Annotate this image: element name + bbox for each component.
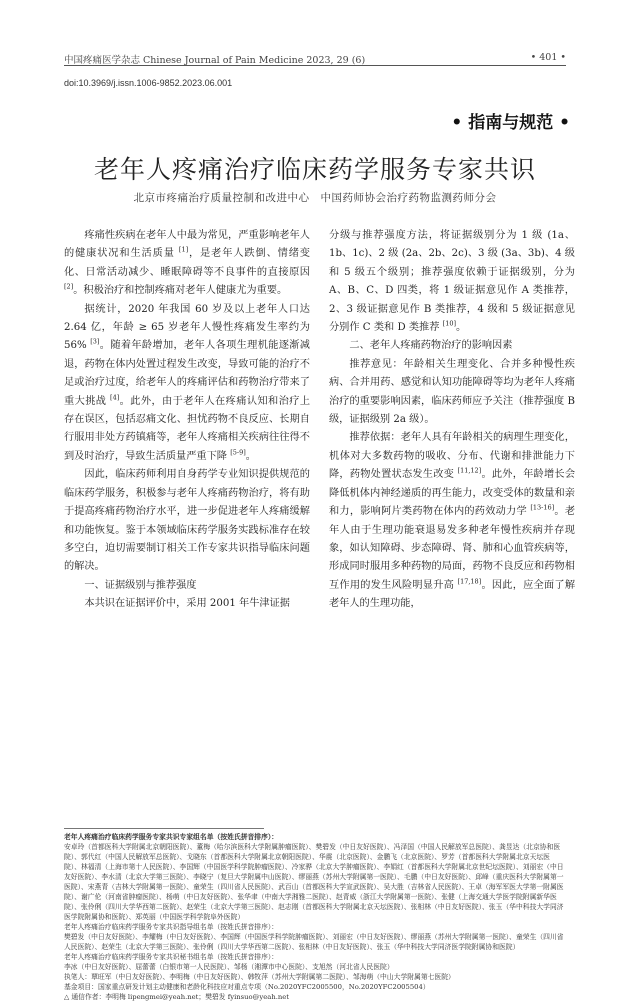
paragraph-text: 分级与推荐强度方法，将证据级别分为 1 级 (1a、1b、1c)、2 级 (2a、2b、2c)、3 级 (3a、3b)、4 级和 5 级五个级别；推荐强度依赖于证据级别，分为 A、B、C、D 四类，将 1 级证据意见作 A 类推荐，2、3 级证据意见作 B 类推荐，4 级和 5 级证据意见分别作 C 类和 D 类推荐 (329, 230, 575, 334)
paragraph (64, 301, 310, 467)
footnote-rule (64, 828, 264, 829)
footnote-secretary-list: 李冰（中日友好医院）、屈蕾蕾（白银市第一人民医院）、邹杨（湘潭市中心医院）、支旭然（河北省人民医院） (64, 963, 394, 971)
left-column (64, 227, 310, 614)
section-label: • 指南与规范 • (451, 113, 570, 133)
paragraph-text: 。因此，应全面了解老年人的生理功能， (329, 579, 576, 610)
footnote-guide-list: 樊碧发（中日友好医院）、李耀梅（中日友好医院）、李国辉（中国医学科学院肿瘤医院）、刘丽宏（中日友好医院）、缪丽燕（苏州大学附属第一医院）、童荣生（四川省人民医院）、赵荣生（北京大学第三医院）、张伶俐（四川大学华西第二医院）、张相林（中日友好医院）、张玉（华中科技大学同济医学院附属协和医院） (64, 933, 564, 951)
citation: [1] (178, 246, 189, 255)
footnote-expert-heading: 老年人疼痛治疗临床药学服务专家共识专家组名单（按姓氏拼音排序）： (64, 833, 279, 841)
article-title: 老年人疼痛治疗临床药学服务专家共识 (93, 155, 536, 184)
article-authors: 北京市疼痛治疗质量控制和改进中心 中国药师协会治疗药物监测药师分会 (133, 192, 497, 204)
right-column (329, 227, 575, 614)
header-rule (64, 65, 566, 66)
paragraph-text: 。随着年龄增加，老年人各项生理机能逐渐减退，药物在体内处置过程发生改变，导致可能的治疗不足或治疗过度，给老年人的疼痛评估和药物治疗带来了重大挑战 (64, 340, 310, 407)
footnote-guide-heading: 老年人疼痛治疗临床药学服务专家共识指导组名单（按姓氏拼音排序）： (64, 923, 279, 931)
footnote-secretary-heading: 老年人疼痛治疗临床药学服务专家共识秘书组名单（按姓氏拼音排序）： (64, 953, 279, 961)
citation: [13-16] (530, 503, 555, 512)
paragraph-text: 。 (456, 322, 467, 334)
page-number: • 401 • (530, 52, 566, 63)
citation: [5-9] (230, 448, 246, 457)
paragraph (329, 337, 575, 355)
footnote-correspondence: △ 通信作者：李明梅 lipengmei@yeah.net；樊碧发 fyinsuo@yeah.net (64, 993, 289, 1001)
paragraph-text: 因此，临床药师利用自身药学专业知识提供规范的临床药学服务，积极参与老年人疼痛药物治疗，将有助于提高疼痛药物治疗水平，进一步促进老年人疼痛缓解和功能恢复。鉴于本领域临床药学服务实践标准存在较多空白，迫切需要制订相关工作专家共识指导临床问题的解决。 (64, 469, 310, 573)
footnote (64, 832, 564, 1002)
paragraph-text: 。积极治疗和控制疼痛对老年人健康尤为重要。 (73, 285, 288, 297)
paragraph-text: 疼痛性疾病在老年人中最为常见，严重影响老年人的健康状况和生活质量 (64, 230, 310, 260)
paragraph-text: 。 (245, 450, 256, 462)
citation: [2] (64, 282, 74, 291)
paragraph (64, 577, 310, 595)
paragraph (329, 429, 575, 613)
footnote-funding: 基金项目：国家重点研发计划主动健康和老龄化科技应对重点专项（No.2020YFC2005500，No.2020YFC2005504） (64, 983, 430, 991)
citation: [11,12] (457, 466, 482, 475)
journal-name: 中国疼痛医学杂志 Chinese Journal of Pain Medicine 2023, 29 (6) (64, 55, 366, 66)
paragraph-text: 。老年人由于生理功能衰退易发多种老年慢性疾病并存现象，如认知障碍、步态障碍、肾、肺和心血管疾病等，形成同时服用多种药物的局面，药物不良反应和药物相互作用的发生风险明显升高 (329, 506, 576, 591)
paragraph (329, 356, 575, 430)
paragraph (64, 227, 310, 301)
footnote-writers: 执笔人：覃旺军（中日友好医院）、李明梅（中日友好医院）、韩牧萍（苏州大学附属第二医院）、邹海萌（中山大学附属第七医院） (64, 973, 455, 981)
footnote-expert-list: 安卓玲（首都医科大学附属北京朝阳医院）、董梅（哈尔滨医科大学附属肿瘤医院）、樊碧发（中日友好医院）、冯泽国（中国人民解放军总医院）、龚昱达（北京协和医院）、郭代红（中国人民解放军总医院）、戈晓东（首都医科大学附属北京朝阳医院）、华震（北京医院）、金鹏飞（北京医院）、罗芳（首都医科大学附属北京天坛医院）、林福清（上海市第十人民医院）、李国辉（中国医学科学院肿瘤医院）、冷家骅（北京大学肿瘤医院）、李娟红（首都医科大学附属北京世纪坛医院）、刘丽宏（中日友好医院）、李水清（北京大学第三医院）、李晓宁（复旦大学附属中山医院）、缪丽燕（苏州大学附属第一医院）、毛鹏（中日友好医院）、邱峰（重庆医科大学附属第一医院）、宋燕青（吉林大学附属第一医院）、童荣生（四川省人民医院）、武百山（首都医科大学宣武医院）、吴大胜（吉林省人民医院）、王卓（海军军医大学第一附属医院）、谢广伦（河南省肿瘤医院）、杨萌（中日友好医院）、张华聿（中南大学湘雅二医院）、赵青威（浙江大学附属第一医院）、张健（上海交通大学医学院附属新华医院）、张伶俐（四川大学华西第二医院）、赵荣生（北京大学第三医院）、赵志刚（首都医科大学附属北京天坛医院）、张相林（中日友好医院）、张玉（华中科技大学同济医学院附属协和医院）、郑英丽（中国医学科学院阜外医院） (64, 843, 564, 921)
doi: doi:10.3969/j.issn.1006-9852.2023.06.001 (64, 78, 233, 88)
citation: [17,18] (457, 577, 482, 586)
paragraph-text: 推荐依据：老年人具有年龄相关的病理生理变化，机体对大多数药物的吸收、分布、代谢和排泄能力下降，药物处置状态发生改变 (329, 432, 575, 481)
paragraph-text: 本共识在证据评价中，采用 2001 年牛津证据 (84, 598, 290, 610)
running-header (64, 52, 566, 66)
paragraph-text: 推荐意见：年龄相关生理变化、合并多种慢性疾病、合并用药、感觉和认知功能障碍等均为老年人疼痛治疗的重要影响因素，临床药师应予关注（推荐强度 B 级，证据级别 2a 级）。 (329, 358, 575, 426)
citation: [3] (90, 338, 100, 347)
paragraph-text: ，是老年人跌倒、情绪变化、日常活动减少、睡眠障碍等不良事件的直接原因 (64, 248, 310, 278)
paragraph-text: 二、老年人疼痛药物治疗的影响因素 (349, 340, 513, 352)
paragraph-text: 。此外，由于老年人在疼痛认知和治疗上存在误区，包括忍痛文化、担忧药物不良反应、长期自行服用非处方药镇痛等，老年人疼痛相关疾病往往得不到及时治疗，导致生活质量严重下降 (64, 395, 311, 462)
paragraph-text: 据统计，2020 年我国 60 岁及以上老年人口达 2.64 亿，年龄 ≥ 65 岁老年人慢性疼痛发生率约为 56% (64, 303, 310, 352)
paragraph (329, 227, 575, 337)
paragraph-text: 一、证据级别与推荐强度 (84, 579, 197, 591)
citation: [10] (442, 319, 457, 328)
paragraph-text: 。此外，年龄增长会降低机体内神经递质的再生能力，改变受体的数量和亲和力，影响阿片类药物在体内的药效动力学 (329, 469, 576, 518)
citation: [4] (110, 393, 120, 402)
paragraph (64, 595, 310, 613)
paragraph (64, 466, 310, 576)
